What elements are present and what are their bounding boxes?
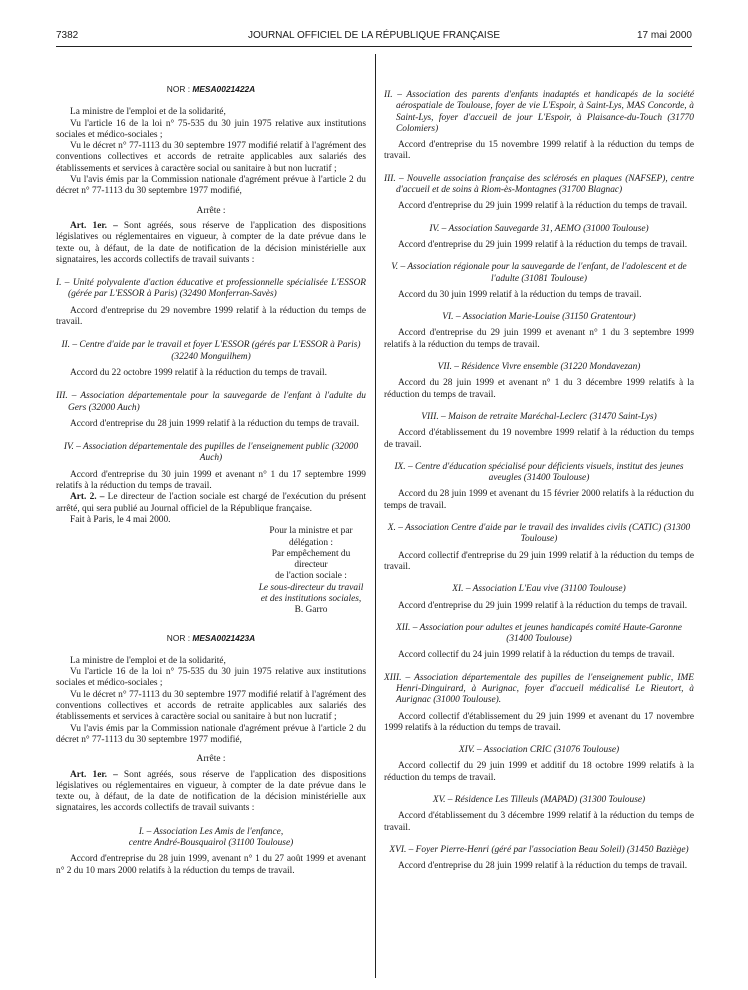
visa: La ministre de l'emploi et de la solidarité, bbox=[70, 107, 226, 118]
section-title: VI. – Association Marie-Louise (31150 Gratentour) bbox=[442, 312, 636, 323]
section-text: Accord d'entreprise du 29 juin 1999 relatif à la réduction du temps de travail. bbox=[398, 201, 688, 212]
section-title: III. – Nouvelle association française des sclérosés en plaques (NAFSEP), centre d'accueil et de soins à Riom-ès-Montagnes (31700 Blagnac) bbox=[384, 173, 694, 196]
column-divider bbox=[375, 54, 376, 978]
signatory-name: B. Garro bbox=[294, 605, 328, 616]
section-text: Accord collectif du 24 juin 1999 relatif à la réduction du temps de travail. bbox=[398, 650, 675, 661]
section-title: I. – Unité polyvalente d'action éducative et professionnelle spécialisée L'ESSOR (gérée par L'ESSOR à Paris) (32490 Monferran-Savès) bbox=[56, 278, 366, 300]
section-text: Accord d'entreprise du 29 juin 1999 relatif à la réduction du temps de travail. bbox=[398, 600, 688, 611]
section-text: Accord d'entreprise du 15 novembre 1999 relatif à la réduction du temps de travail. bbox=[384, 140, 694, 162]
section-text: Accord du 30 juin 1999 relatif à la réduction du temps de travail. bbox=[398, 289, 642, 300]
article-2: Art. 2. – Le directeur de l'action sociale est chargé de l'exécution du présent arrêté, qui sera publié au Journal officiel de la République française. bbox=[56, 492, 366, 514]
section-text: Accord d'entreprise du 29 novembre 1999 relatif à la réduction du temps de travail. bbox=[56, 305, 366, 328]
signature-block: Pour la ministre et par délégation : Par empêchement du directeur de l'action sociale : Le sous-directeur du travail et des institutions sociales, B. Garro bbox=[56, 526, 366, 616]
section-text: Accord collectif d'entreprise du 29 juin 1999 relatif à la réduction du temps de travail. bbox=[384, 550, 694, 572]
visa: La ministre de l'emploi et de la solidarité, bbox=[70, 655, 226, 666]
publication-date: 17 mai 2000 bbox=[636, 30, 692, 41]
visa: Vu l'avis émis par la Commission nationale d'agrément prévue à l'article 2 du décret n° 77-1113 du 30 septembre 1977 modifié, bbox=[56, 175, 366, 197]
section-title: IV. – Association Sauvegarde 31, AEMO (31000 Toulouse) bbox=[429, 223, 649, 234]
section-title: VIII. – Maison de retraite Maréchal-Leclerc (31470 Saint-Lys) bbox=[421, 411, 657, 422]
section-title: X. – Association Centre d'aide par le travail des invalides civils (CATIC) (31300 Toulouse) bbox=[387, 523, 691, 545]
visa: Vu l'article 16 de la loi n° 75-535 du 30 juin 1975 relative aux institutions sociales et médico-sociales ; bbox=[56, 118, 366, 140]
section-text: Accord du 28 juin 1999 et avenant n° 1 du 3 décembre 1999 relatifs à la réduction du temps de travail. bbox=[384, 378, 694, 400]
visa: Vu le décret n° 77-1113 du 30 septembre 1977 modifié relatif à l'agrément des conventions collectives et accords de retraite applicables aux salariés des établissements et services à caractère social ou sanitaire à but non lucratif ; bbox=[56, 141, 366, 174]
section-text: Accord d'entreprise du 28 juin 1999 relatif à la réduction du temps de travail. bbox=[70, 418, 360, 429]
fait-a-paris: Fait à Paris, le 4 mai 2000. bbox=[70, 514, 171, 525]
arrete-heading: Arrête : bbox=[196, 754, 226, 765]
section-title: V. – Association régionale pour la sauvegarde de l'enfant, de l'adolescent et de l'adulte (31081 Toulouse) bbox=[391, 262, 687, 284]
section-title: II. – Centre d'aide par le travail et foyer L'ESSOR (gérés par L'ESSOR à Paris) (32240 Monguilhem) bbox=[61, 340, 361, 362]
section-text: Accord d'établissement du 3 décembre 1999 relatif à la réduction du temps de travail. bbox=[384, 811, 694, 833]
article-1: Art. 1er. – Sont agréés, sous réserve de l'application des dispositions législatives ou réglementaires en vigueur, à compter de la date prévue dans le texte ou, à défaut, de la date de notification de la décision ministérielle aux signataires, les accords collectifs de travail suivants : bbox=[56, 769, 367, 814]
journal-title: JOURNAL OFFICIEL DE LA RÉPUBLIQUE FRANÇAISE bbox=[247, 30, 501, 41]
section-text: Accord collectif du 29 juin 1999 et additif du 18 octobre 1999 relatifs à la réduction du temps de travail. bbox=[384, 761, 694, 783]
arrete-heading: Arrête : bbox=[196, 205, 226, 216]
section-title: III. – Association départementale pour la sauvegarde de l'enfant à l'adulte du Gers (32000 Auch) bbox=[56, 391, 366, 413]
section-title: VII. – Résidence Vivre ensemble (31220 Mondavezan) bbox=[437, 362, 641, 373]
nor-number: MESA0021422A bbox=[192, 84, 256, 94]
section-title: XI. – Association L'Eau vive (31100 Toulouse) bbox=[452, 584, 626, 595]
section-text: Accord d'entreprise du 29 juin 1999 et avenant n° 1 du 3 septembre 1999 relatifs à la réduction du temps de travail. bbox=[384, 328, 694, 350]
section-title: XIV. – Association CRIC (31076 Toulouse) bbox=[458, 745, 620, 756]
page-number: 7382 bbox=[56, 30, 79, 41]
section-text: Accord du 28 juin 1999 et avenant du 15 février 2000 relatifs à la réduction du temps de travail. bbox=[384, 489, 694, 511]
section-title: IX. – Centre d'éducation spécialisé pour déficients visuels, institut des jeunes aveugles (31400 Toulouse) bbox=[394, 461, 684, 484]
section-text: Accord d'entreprise du 29 juin 1999 relatif à la réduction du temps de travail. bbox=[398, 239, 688, 250]
section-title: I. – Association Les Amis de l'enfance, centre André-Bousquairol (31100 Toulouse) bbox=[128, 826, 294, 849]
section-text: Accord d'établissement du 19 novembre 1999 relatif à la réduction du temps de travail. bbox=[384, 428, 694, 450]
section-text: Accord d'entreprise du 28 juin 1999, avenant n° 1 du 27 août 1999 et avenant n° 2 du 10 mars 2000 relatifs à la réduction du temps de travail. bbox=[56, 854, 366, 876]
section-text: Accord collectif d'établissement du 29 juin 1999 et avenant du 17 novembre 1999 relatifs à la réduction du temps de travail. bbox=[384, 711, 694, 733]
left-column bbox=[56, 84, 366, 877]
nor-number: MESA0021423A bbox=[192, 632, 256, 643]
section-title: II. – Association des parents d'enfants inadaptés et handicapés de la société aérospatiale de Toulouse, foyer de vie L'Espoir, à Saint-Lys, MAS Concorde, à Saint-Lys, foyer d'accueil de jour L'Espoir, à Plaisance-du-Touch (31770 Colomiers) bbox=[384, 90, 694, 134]
section-title: XIII. – Association départementale des pupilles de l'enseignement public, IME Henri-Dinguirard, à Aurignac, foyer d'accueil médicalisé Le Rieutort, à Aurignac (31000 Toulouse). bbox=[384, 672, 694, 706]
article-1: Art. 1er. – Sont agréés, sous réserve de l'application des dispositions législatives ou réglementaires en vigueur, à compter de la date prévue dans le texte ou, à défaut, de la date de notification de la décision ministérielle aux signataires, les accords collectifs de travail suivants : bbox=[56, 220, 367, 265]
header-rule bbox=[56, 46, 692, 47]
visa: Vu l'article 16 de la loi n° 75-535 du 30 juin 1975 relative aux institutions sociales et médico-sociales ; bbox=[56, 667, 366, 689]
nor-reference: NOR : MESA0021422A bbox=[166, 84, 256, 94]
decree1-sections bbox=[56, 278, 366, 492]
decree2-sections bbox=[384, 90, 694, 873]
section-title: XVI. – Foyer Pierre-Henri (géré par l'association Beau Soleil) (31450 Baziège) bbox=[389, 844, 689, 855]
section-text: Accord d'entreprise du 28 juin 1999 relatif à la réduction du temps de travail. bbox=[398, 861, 688, 872]
section-title: XV. – Résidence Les Tilleuls (MAPAD) (31300 Toulouse) bbox=[432, 795, 646, 806]
nor-reference: NOR : MESA0021423A bbox=[166, 632, 256, 643]
right-column bbox=[384, 90, 694, 873]
visa: Vu le décret n° 77-1113 du 30 septembre 1977 modifié relatif à l'agrément des conventions collectives et accords de retraite applicables aux salariés des établissements et services à caractère social ou sanitaire à but non lucratif ; bbox=[56, 689, 366, 723]
visa: Vu l'avis émis par la Commission nationale d'agrément prévue à l'article 2 du décret n° 77-1113 du 30 septembre 1977 modifié, bbox=[56, 723, 366, 745]
page-header bbox=[56, 30, 692, 44]
section-text: Accord d'entreprise du 30 juin 1999 et avenant n° 1 du 17 septembre 1999 relatifs à la réduction du temps de travail. bbox=[56, 469, 366, 492]
section-text: Accord du 22 octobre 1999 relatif à la réduction du temps de travail. bbox=[70, 367, 327, 378]
section-title: IV. – Association départementale des pupilles de l'enseignement public (32000 Auch) bbox=[63, 442, 359, 464]
section-title: XII. – Association pour adultes et jeunes handicapés comité Haute-Garonne (31400 Toulouse) bbox=[396, 622, 682, 645]
